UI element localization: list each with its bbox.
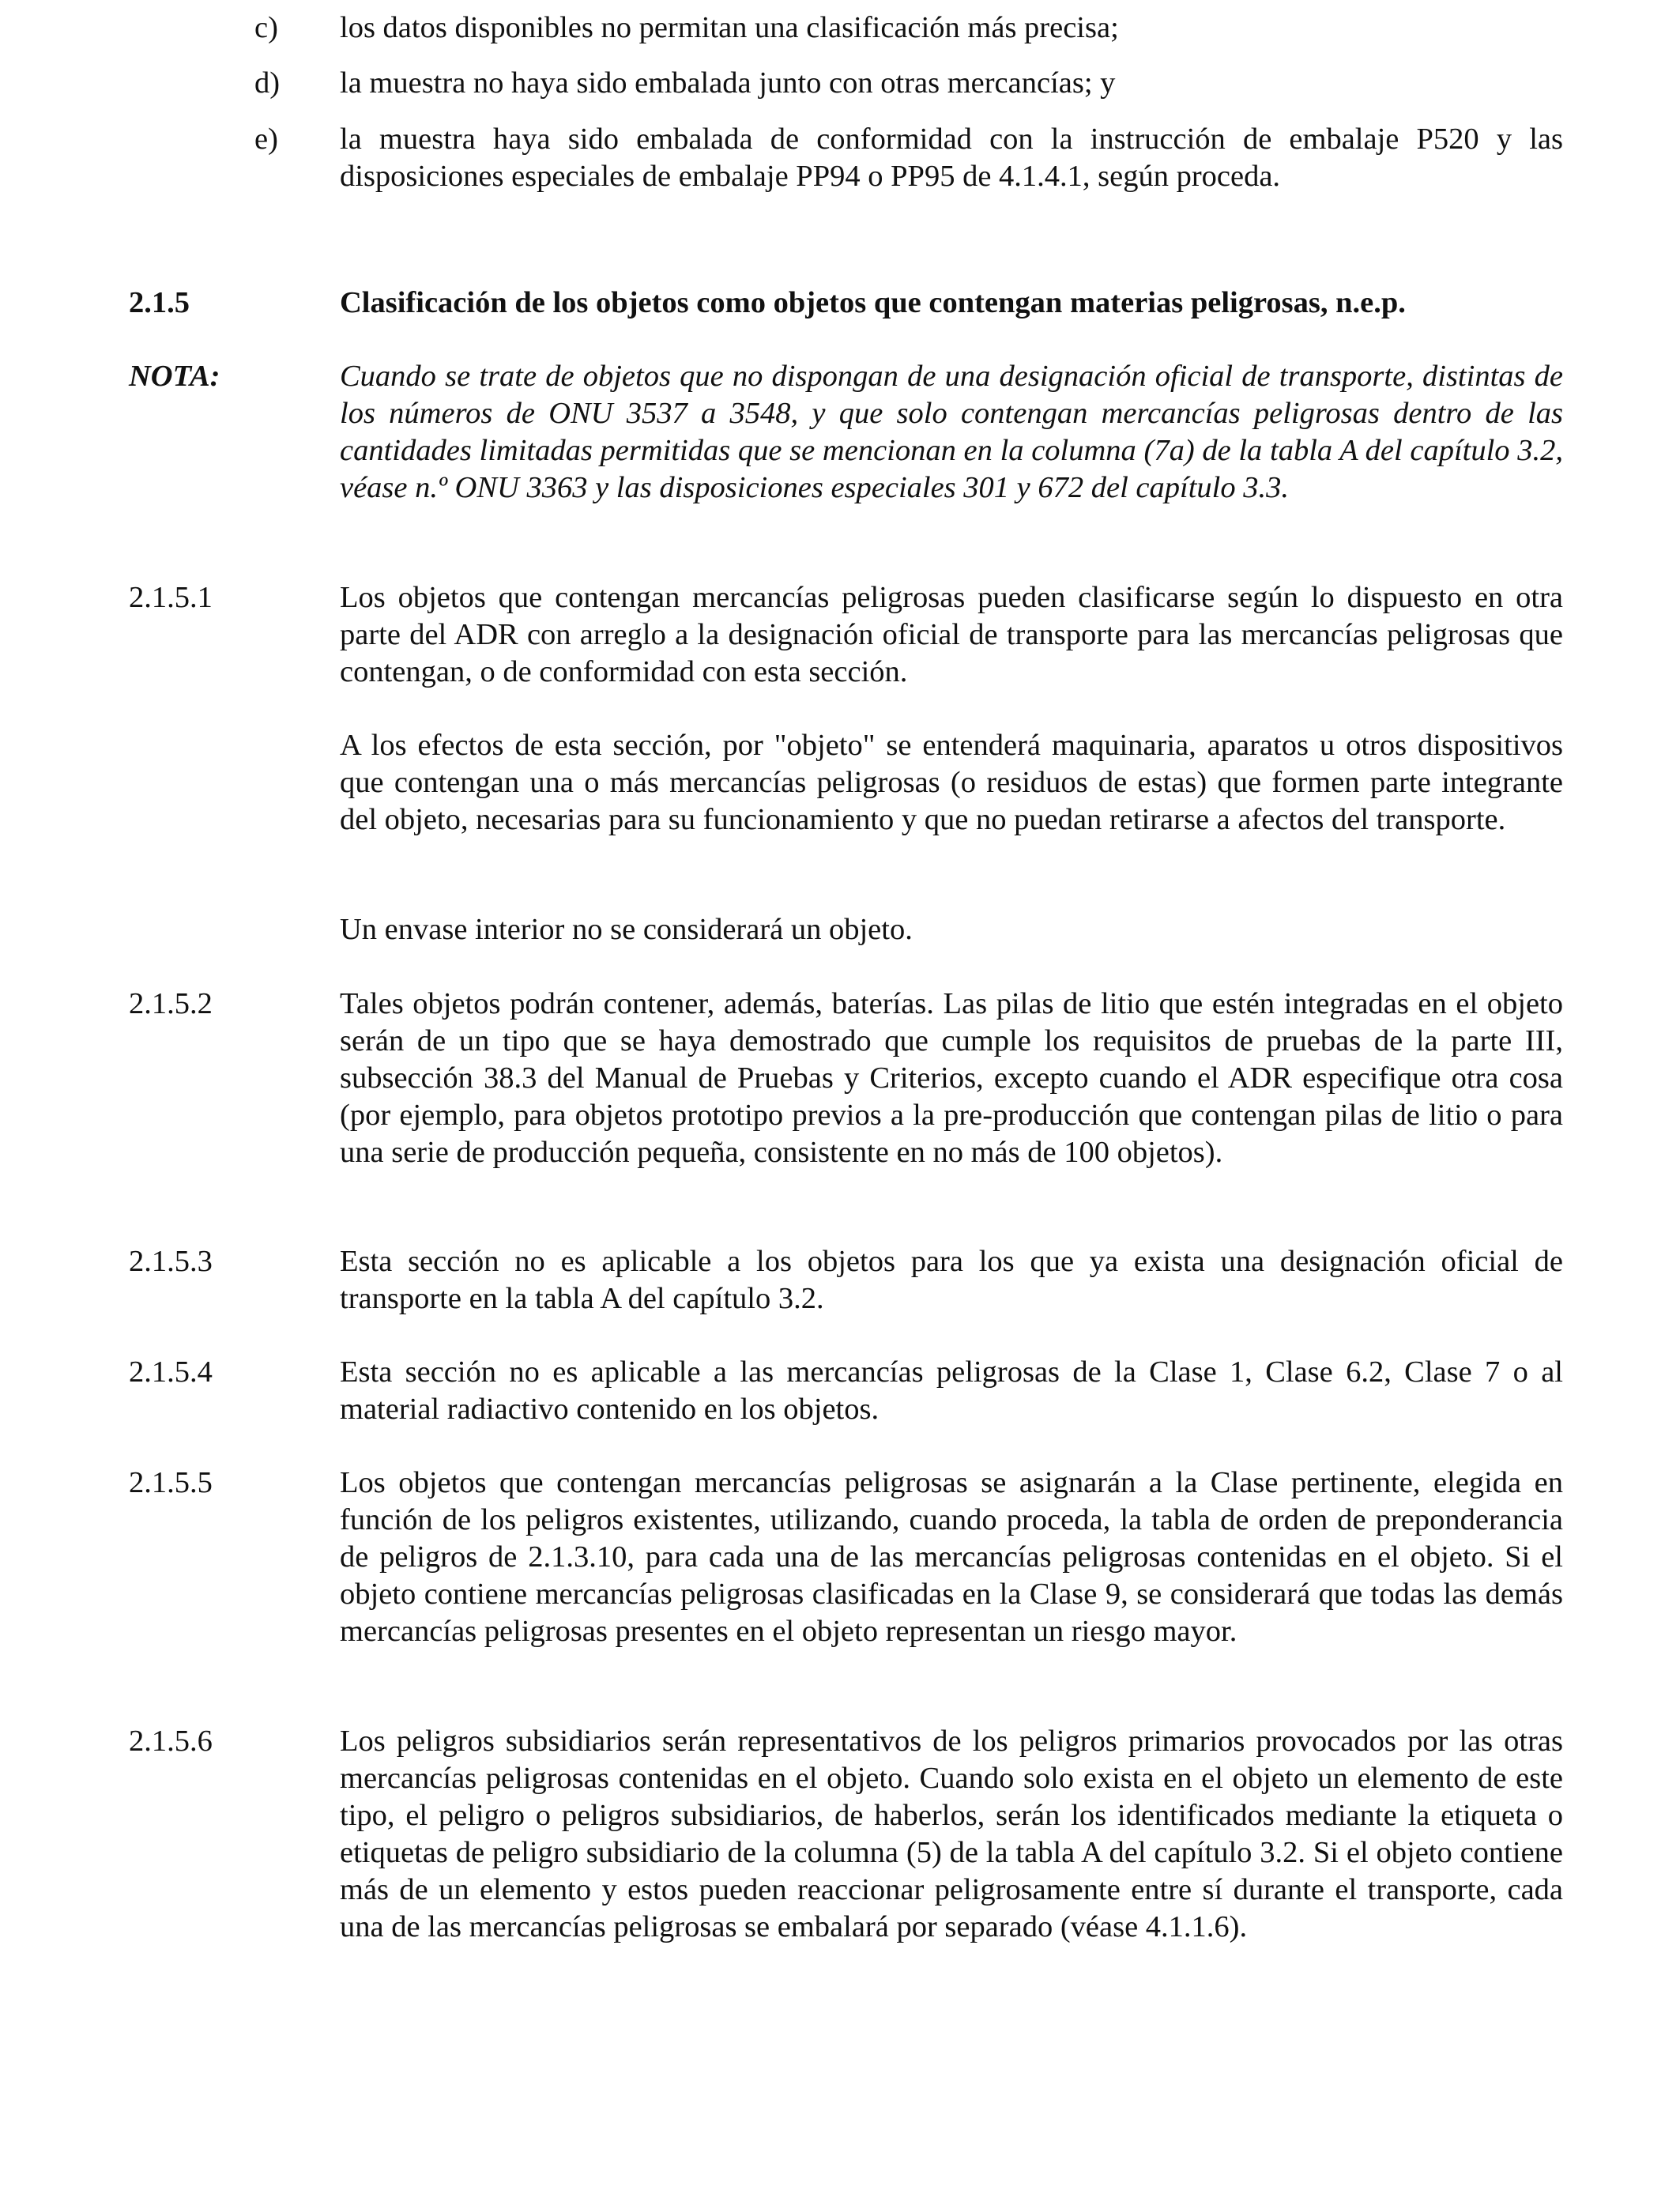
- list-item-label: c): [254, 11, 278, 44]
- paragraph-number: 2.1.5.6: [129, 1725, 213, 1758]
- list-item-label: e): [254, 123, 278, 156]
- paragraph-number: 2.1.5.3: [129, 1245, 213, 1278]
- list-item-label: d): [254, 66, 281, 100]
- section-number: 2.1.5: [129, 286, 190, 319]
- paragraph-text: Un envase interior no se considerará un objeto.: [340, 913, 913, 946]
- note-label: NOTA:: [129, 360, 220, 393]
- paragraph-text: Los peligros subsidiarios serán representativos de los peligros primarios provocados por las otras mercancías peligrosas contenidas en el objeto. Cuando solo exista en el objeto un elemento de este tipo, el peligro o peligros subsidiarios, de haberlos, serán los identificados mediante la etiqueta o etiquetas de peligro subsidiario de la columna (5) de la tabla A del capítulo 3.2. Si el objeto contiene más de un elemento y estos pueden reaccionar peligrosamente entre sí durante el transporte, cada una de las mercancías peligrosas se embalará por separado (véase 4.1.1.6).: [340, 1725, 1563, 1943]
- paragraph-number: 2.1.5.4: [129, 1355, 213, 1389]
- paragraph-number: 2.1.5.1: [129, 581, 213, 614]
- paragraph-text: Esta sección no es aplicable a las mercancías peligrosas de la Clase 1, Clase 6.2, Clase 7 o al material radiactivo contenido en los objetos.: [340, 1355, 1563, 1426]
- paragraph-text: A los efectos de esta sección, por "objeto" se entenderá maquinaria, aparatos u otros dispositivos que contengan una o más mercancías peligrosas (o residuos de estas) que formen parte integrante del objeto, necesarias para su funcionamiento y que no puedan retirarse a afectos del transporte.: [340, 729, 1563, 836]
- note-text: Cuando se trate de objetos que no dispongan de una designación oficial de transporte, distintas de los números de ONU 3537 a 3548, y que solo contengan mercancías peligrosas dentro de las cantidades limitadas permitidas que se mencionan en la columna (7a) de la tabla A del capítulo 3.2, véase n.º ONU 3363 y las disposiciones especiales 301 y 672 del capítulo 3.3.: [340, 360, 1563, 504]
- list-item-text: la muestra haya sido embalada de conformidad con la instrucción de embalaje P520 y las disposiciones especiales de embalaje PP94 o PP95 de 4.1.4.1, según proceda.: [340, 123, 1563, 193]
- paragraph-text: Esta sección no es aplicable a los objetos para los que ya exista una designación oficial de transporte en la tabla A del capítulo 3.2.: [340, 1245, 1563, 1315]
- paragraph-number: 2.1.5.5: [129, 1466, 213, 1499]
- paragraph-text: Los objetos que contengan mercancías peligrosas se asignarán a la Clase pertinente, elegida en función de los peligros existentes, utilizando, cuando proceda, la tabla de orden de preponderancia de peligros de 2.1.3.10, para cada una de las mercancías peligrosas contenidas en el objeto. Si el objeto contiene mercancías peligrosas clasificadas en la Clase 9, se considerará que todas las demás mercancías peligrosas presentes en el objeto representan un riesgo mayor.: [340, 1466, 1563, 1648]
- paragraph-text: Tales objetos podrán contener, además, baterías. Las pilas de litio que estén integradas en el objeto serán de un tipo que se haya demostrado que cumple los requisitos de pruebas de la parte III, subsección 38.3 del Manual de Pruebas y Criterios, excepto cuando el ADR especifique otra cosa (por ejemplo, para objetos prototipo previos a la pre-producción que contengan pilas de litio o para una serie de producción pequeña, consistente en no más de 100 objetos).: [340, 987, 1563, 1169]
- list-item-text: la muestra no haya sido embalada junto con otras mercancías; y: [340, 66, 1116, 100]
- paragraph-number: 2.1.5.2: [129, 987, 213, 1020]
- list-item-text: los datos disponibles no permitan una clasificación más precisa;: [340, 11, 1119, 44]
- paragraph-text: Los objetos que contengan mercancías peligrosas pueden clasificarse según lo dispuesto en otra parte del ADR con arreglo a la designación oficial de transporte para las mercancías peligrosas que contengan, o de conformidad con esta sección.: [340, 581, 1563, 688]
- section-title: Clasificación de los objetos como objetos que contengan materias peligrosas, n.e.p.: [340, 286, 1406, 319]
